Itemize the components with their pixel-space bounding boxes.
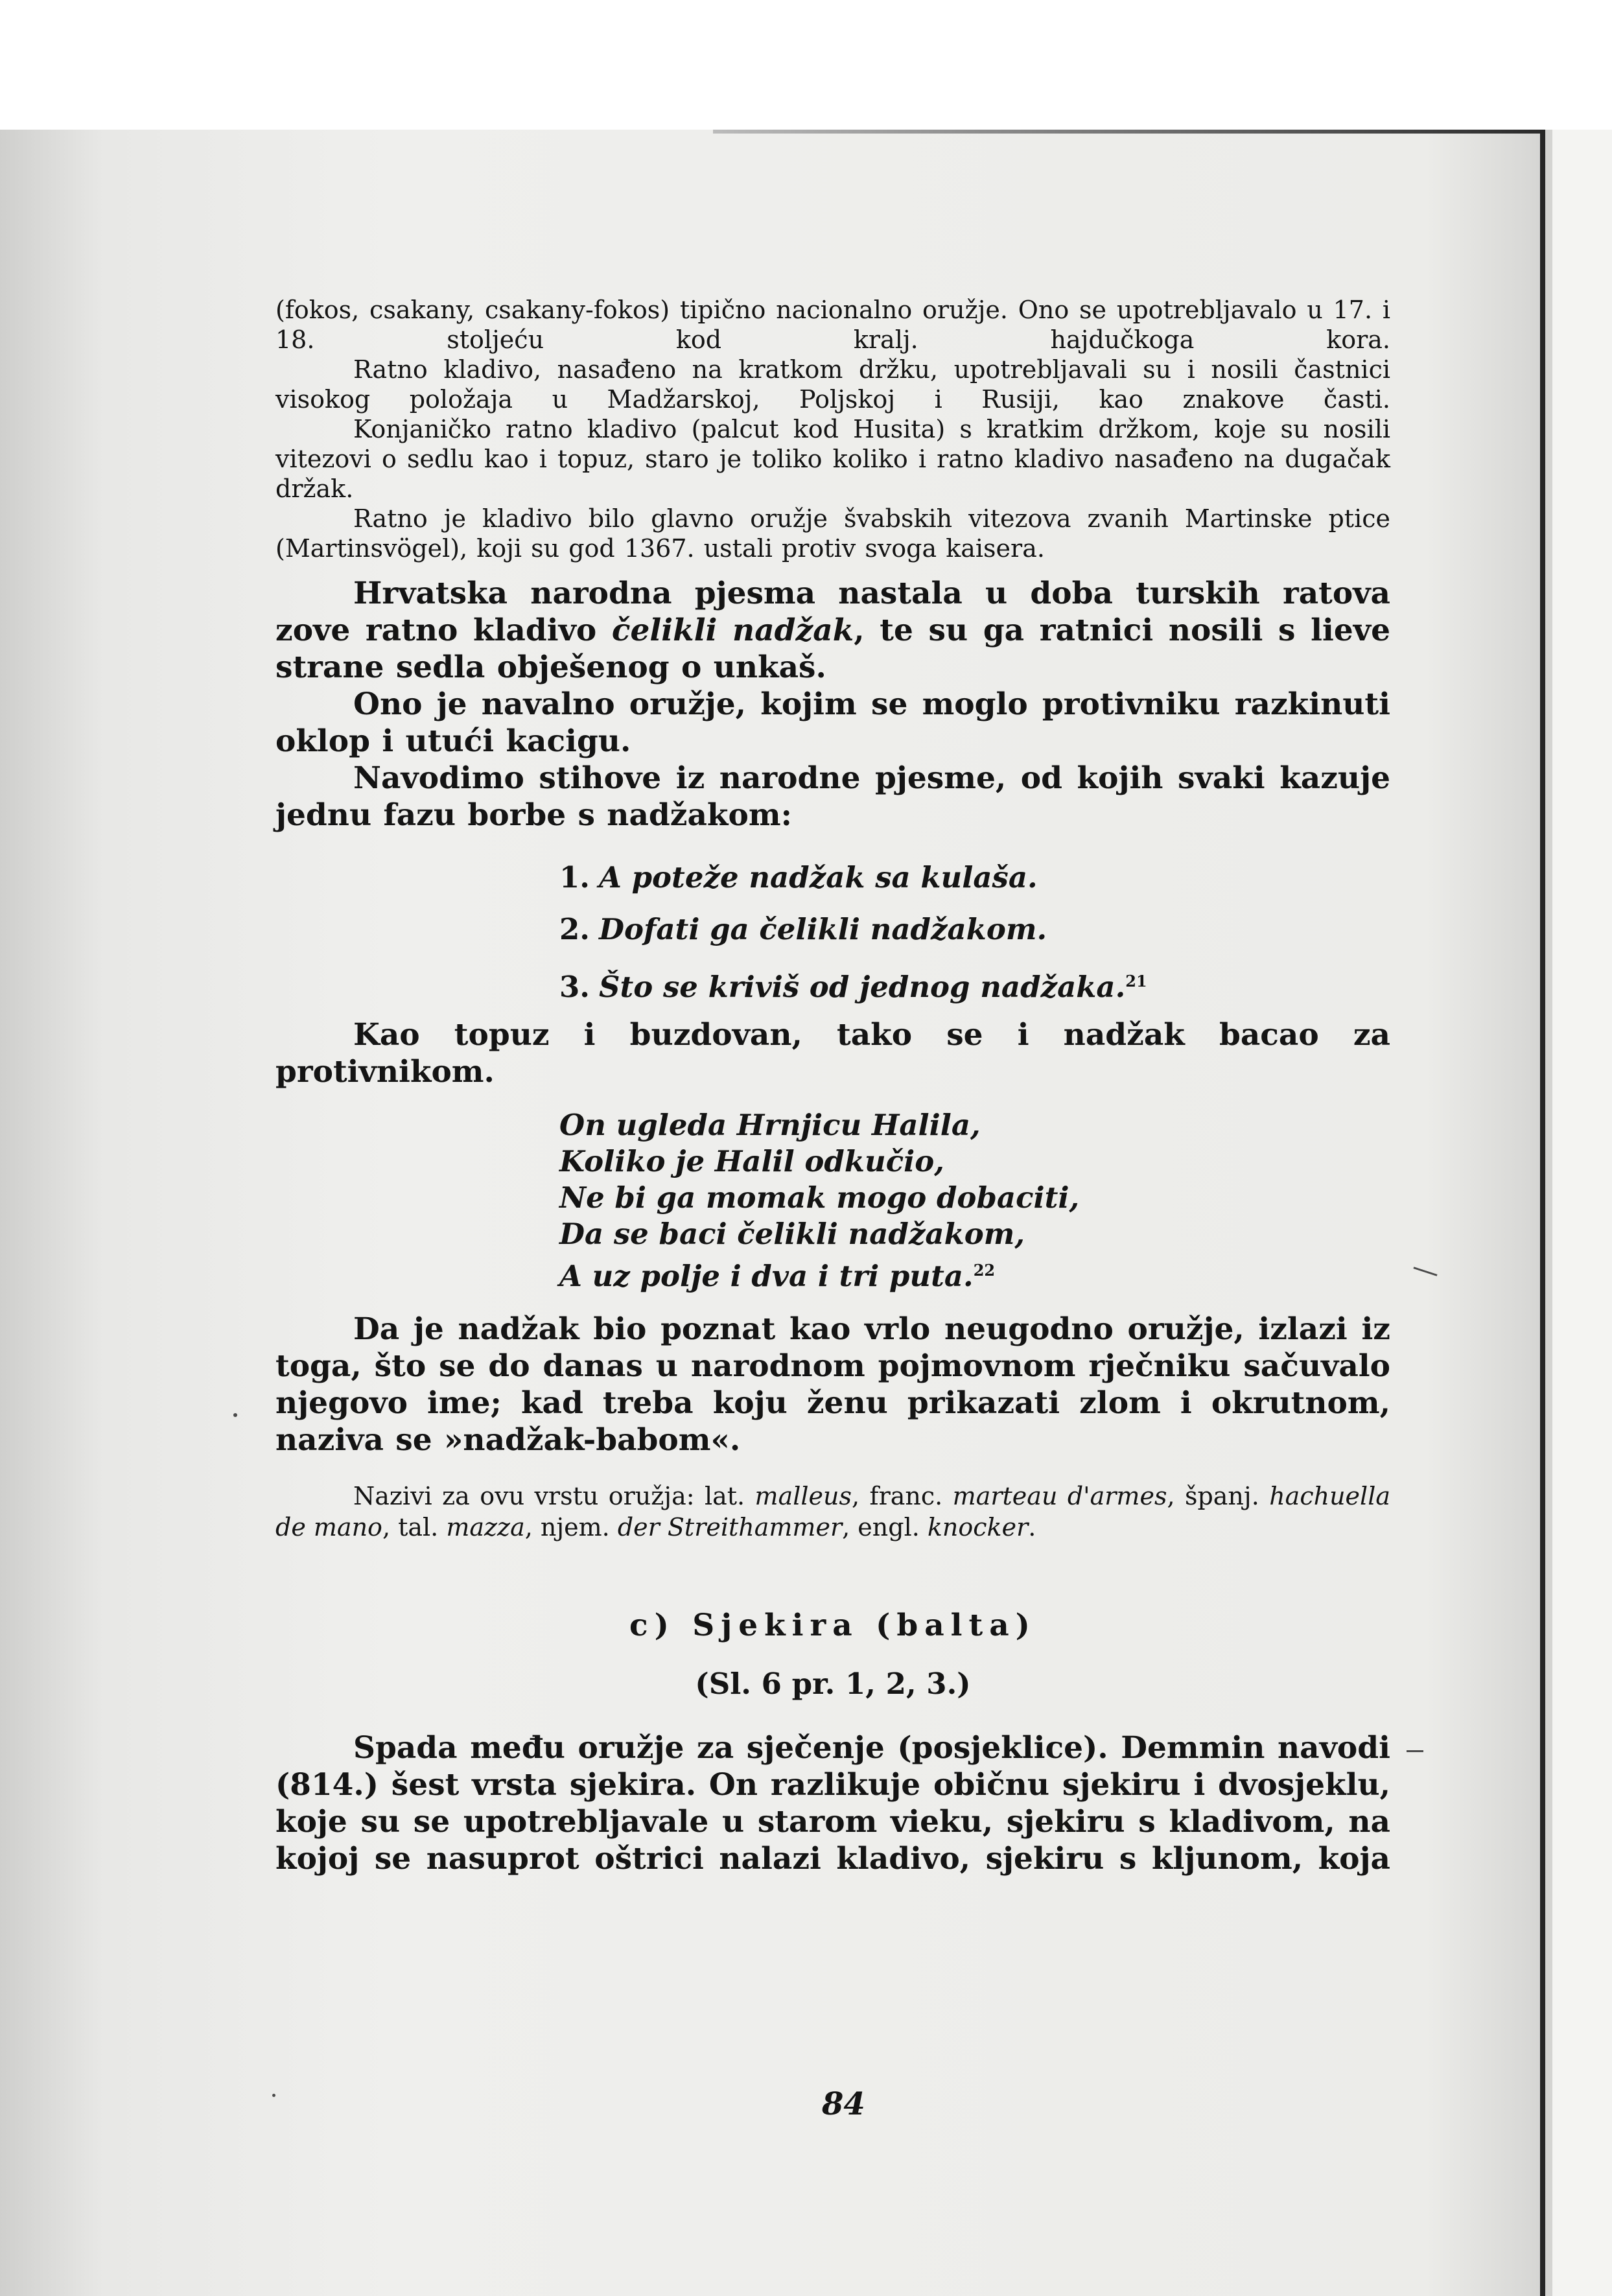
scan-speck <box>272 2094 275 2097</box>
footnote-ref-21: 21 <box>1125 972 1147 990</box>
footnote-ref-22: 22 <box>973 1261 996 1280</box>
section-subheading: (Sl. 6 pr. 1, 2, 3.) <box>695 1667 971 1701</box>
verse-item: 3. Što se kriviš od jednog nadžaka.$^{21}$ <box>559 970 1147 1004</box>
poem-line: A uz polje i dva i tri puta.$^{22}$ <box>559 1259 996 1293</box>
paragraph-navodimo-stihove: Navodimo stihove iz narodne pjesme, od kojih svaki kazuje jednu fazu borbe s nadžakom: <box>275 760 1390 833</box>
poem-line: Koliko je Halil odkučio, <box>559 1144 944 1178</box>
scan-speck <box>233 1413 237 1417</box>
page-content <box>275 295 1390 1877</box>
poem-line: Da se baci čelikli nadžakom, <box>559 1217 1025 1251</box>
poem-block <box>559 1107 1390 1293</box>
paragraph-martinske-ptice: Ratno je kladivo bilo glavno oružje švabskih vitezova zvanih Martinske ptice (Martinsvögel), koji su god 1367. ustali protiv svoga kaisera. <box>275 504 1390 563</box>
page-number: 84 <box>822 2086 865 2122</box>
paragraph-konjanicko-kladivo: Konjaničko ratno kladivo (palcut kod Husita) s kratkim držkom, koje su nosili vitezovi o sedlu kao i topuz, staro je toliko koliko i ratno kladivo nasađeno na dugačak držak. <box>275 415 1390 503</box>
paragraph-fokos: (fokos, csakany, csakany-fokos) tipično nacionalno oružje. Ono se upotrebljavalo u 17. i 18. stoljeću kod kralj. hajdučkoga kora. <box>275 296 1390 354</box>
paragraph-narodna-pjesma: Hrvatska narodna pjesma nastala u doba turskih ratova zove ratno kladivo čelikli nadžak, te su ga ratnici nosili s lieve strane sedla obješenog o unkaš. <box>275 576 1390 685</box>
scan-margin-top <box>0 0 1612 130</box>
paragraph-ratno-kladivo: Ratno kladivo, nasađeno na kratkom držku, upotrebljavali su i nosili častnici visokog položaja u Madžarskoj, Poljskoj i Rusiji, kao znakove časti. <box>275 355 1390 414</box>
paragraph-sjekira: Spada među oružje za sječenje (posjeklice). Demmin navodi (814.) šest vrsta sjekira. On razlikuje običnu sjekiru i dvosjeklu, koje su se upotrebljavale u starom vieku, sjekiru s kladivom, na kojoj se nasuprot oštrici nalazi kladivo, sjekiru s kljunom, koja <box>275 1730 1390 1877</box>
paragraph-nadzak-baba: Da je nadžak bio poznat kao vrlo neugodno oružje, izlazi iz toga, što se do danas u narodnom pojmovnom rječniku sačuvalo njegovo ime; kad treba koju ženu prikazati zlom i okrutnom, naziva se »nadžak-babom«. <box>275 1311 1390 1458</box>
poem-line: Ne bi ga momak mogo dobaciti, <box>559 1180 1080 1215</box>
page-top-edge <box>713 130 1544 134</box>
paragraph-topuz-buzdovan: Kao topuz i buzdovan, tako se i nadžak bacao za protivnikom. <box>275 1017 1390 1090</box>
verse-item: 2. Dofati ga čelikli nadžakom. <box>559 912 1047 946</box>
verse-list <box>559 852 1390 1007</box>
footnote-nazivi: Nazivi za ovu vrstu oružja: lat. malleus, franc. marteau d'armes, španj. hachuella de mano, tal. mazza, njem. der Streithammer, engl. knocker. <box>275 1482 1391 1541</box>
scan-speck <box>1407 1750 1423 1752</box>
page-right-edge <box>1540 130 1545 2296</box>
section-heading: c) Sjekira (balta) <box>629 1608 1036 1643</box>
poem-line: On ugleda Hrnjicu Halila, <box>559 1108 981 1142</box>
emphasis-celikli-nadzak: čelikli nadžak <box>611 613 854 648</box>
paragraph-navalno-oruzje: Ono je navalno oružje, kojim se moglo protivniku razkinuti oklop i utući kacigu. <box>275 686 1390 759</box>
verse-item: 1. A poteže nadžak sa kulaša. <box>559 860 1038 895</box>
